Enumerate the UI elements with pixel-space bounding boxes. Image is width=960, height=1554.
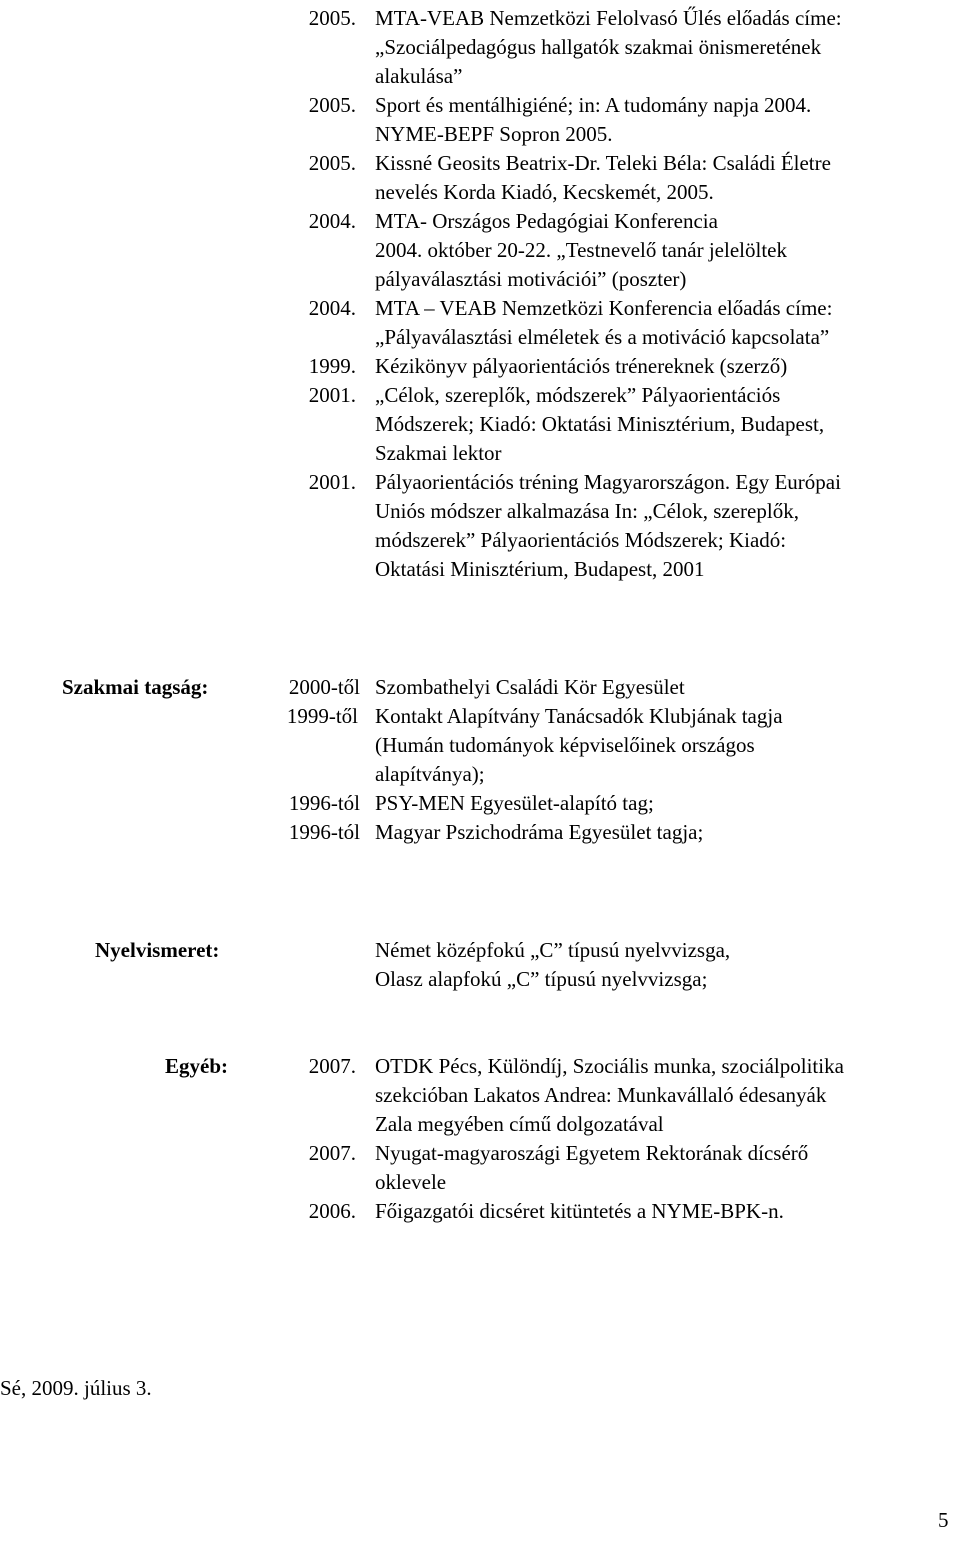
other-year: 2007. bbox=[308, 1054, 356, 1078]
other-label: Egyéb: bbox=[165, 1054, 228, 1078]
publication-year: 1999. bbox=[308, 354, 356, 378]
other-line: Főigazgatói dicséret kitüntetés a NYME-BPK-n. bbox=[375, 1199, 784, 1223]
other-line: Nyugat-magyaroszági Egyetem Rektorának dícsérő bbox=[375, 1141, 809, 1165]
other-line: szekcióban Lakatos Andrea: Munkavállaló édesanyák bbox=[375, 1083, 827, 1107]
publication-line: Sport és mentálhigiéné; in: A tudomány napja 2004. bbox=[375, 93, 812, 117]
publication-line: Kissné Geosits Beatrix-Dr. Teleki Béla: Családi Életre bbox=[375, 151, 831, 175]
membership-line: Magyar Pszichodráma Egyesület tagja; bbox=[375, 820, 704, 844]
publication-line: „Pályaválasztási elméletek és a motiváció kapcsolata” bbox=[375, 325, 830, 349]
publication-year: 2005. bbox=[308, 151, 356, 175]
membership-label: Szakmai tagság: bbox=[62, 675, 209, 699]
publication-line: Pályaorientációs tréning Magyarországon. Egy Európai bbox=[375, 470, 841, 494]
publication-line: MTA- Országos Pedagógiai Konferencia bbox=[375, 209, 718, 233]
publication-line: „Szociálpedagógus hallgatók szakmai önismeretének bbox=[375, 35, 822, 59]
membership-year: 1996-tól bbox=[288, 820, 360, 844]
other-line: OTDK Pécs, Különdíj, Szociális munka, szociálpolitika bbox=[375, 1054, 844, 1078]
membership-year: 1996-tól bbox=[288, 791, 360, 815]
publication-year: 2001. bbox=[308, 470, 356, 494]
publication-line: Módszerek; Kiadó: Oktatási Minisztérium, Budapest, bbox=[375, 412, 825, 436]
membership-year: 2000-től bbox=[288, 675, 360, 699]
membership-line: Szombathelyi Családi Kör Egyesület bbox=[375, 675, 685, 699]
publication-year: 2004. bbox=[308, 209, 356, 233]
publication-line: NYME-BEPF Sopron 2005. bbox=[375, 122, 613, 146]
other-line: Zala megyében című dolgozatával bbox=[375, 1112, 664, 1136]
membership-line: Kontakt Alapítvány Tanácsadók Klubjának tagja bbox=[375, 704, 783, 728]
publication-line: pályaválasztási motivációi” (poszter) bbox=[375, 267, 687, 291]
publication-line: Oktatási Minisztérium, Budapest, 2001 bbox=[375, 557, 705, 581]
publication-line: nevelés Korda Kiadó, Kecskemét, 2005. bbox=[375, 180, 714, 204]
other-line: oklevele bbox=[375, 1170, 447, 1194]
publication-line: Kézikönyv pályaorientációs trénereknek (szerző) bbox=[375, 354, 788, 378]
publication-year: 2004. bbox=[308, 296, 356, 320]
other-year: 2006. bbox=[308, 1199, 356, 1223]
publication-line: alakulása” bbox=[375, 64, 463, 88]
publication-year: 2005. bbox=[308, 93, 356, 117]
languages-label: Nyelvismeret: bbox=[95, 938, 220, 962]
membership-line: (Humán tudományok képviselőinek országos bbox=[375, 733, 755, 757]
publication-year: 2005. bbox=[308, 6, 356, 30]
language-line: Német középfokú „C” típusú nyelvvizsga, bbox=[375, 938, 731, 962]
membership-line: PSY-MEN Egyesület-alapító tag; bbox=[375, 791, 654, 815]
publication-line: Uniós módszer alkalmazása In: „Célok, szereplők, bbox=[375, 499, 799, 523]
membership-line: alapítványa); bbox=[375, 762, 485, 786]
page-number: 5 bbox=[938, 1508, 949, 1532]
other-year: 2007. bbox=[308, 1141, 356, 1165]
publication-line: „Célok, szereplők, módszerek” Pályaorientációs bbox=[375, 383, 781, 407]
place-date: Sé, 2009. július 3. bbox=[0, 1376, 152, 1400]
publication-year: 2001. bbox=[308, 383, 356, 407]
publication-line: MTA – VEAB Nemzetközi Konferencia előadás címe: bbox=[375, 296, 833, 320]
language-line: Olasz alapfokú „C” típusú nyelvvizsga; bbox=[375, 967, 708, 991]
publication-line: Szakmai lektor bbox=[375, 441, 502, 465]
publication-line: MTA-VEAB Nemzetközi Felolvasó Űlés előadás címe: bbox=[375, 6, 842, 30]
publication-line: 2004. október 20-22. „Testnevelő tanár jelelöltek bbox=[375, 238, 787, 262]
publication-line: módszerek” Pályaorientációs Módszerek; Kiadó: bbox=[375, 528, 787, 552]
membership-year: 1999-től bbox=[286, 704, 358, 728]
